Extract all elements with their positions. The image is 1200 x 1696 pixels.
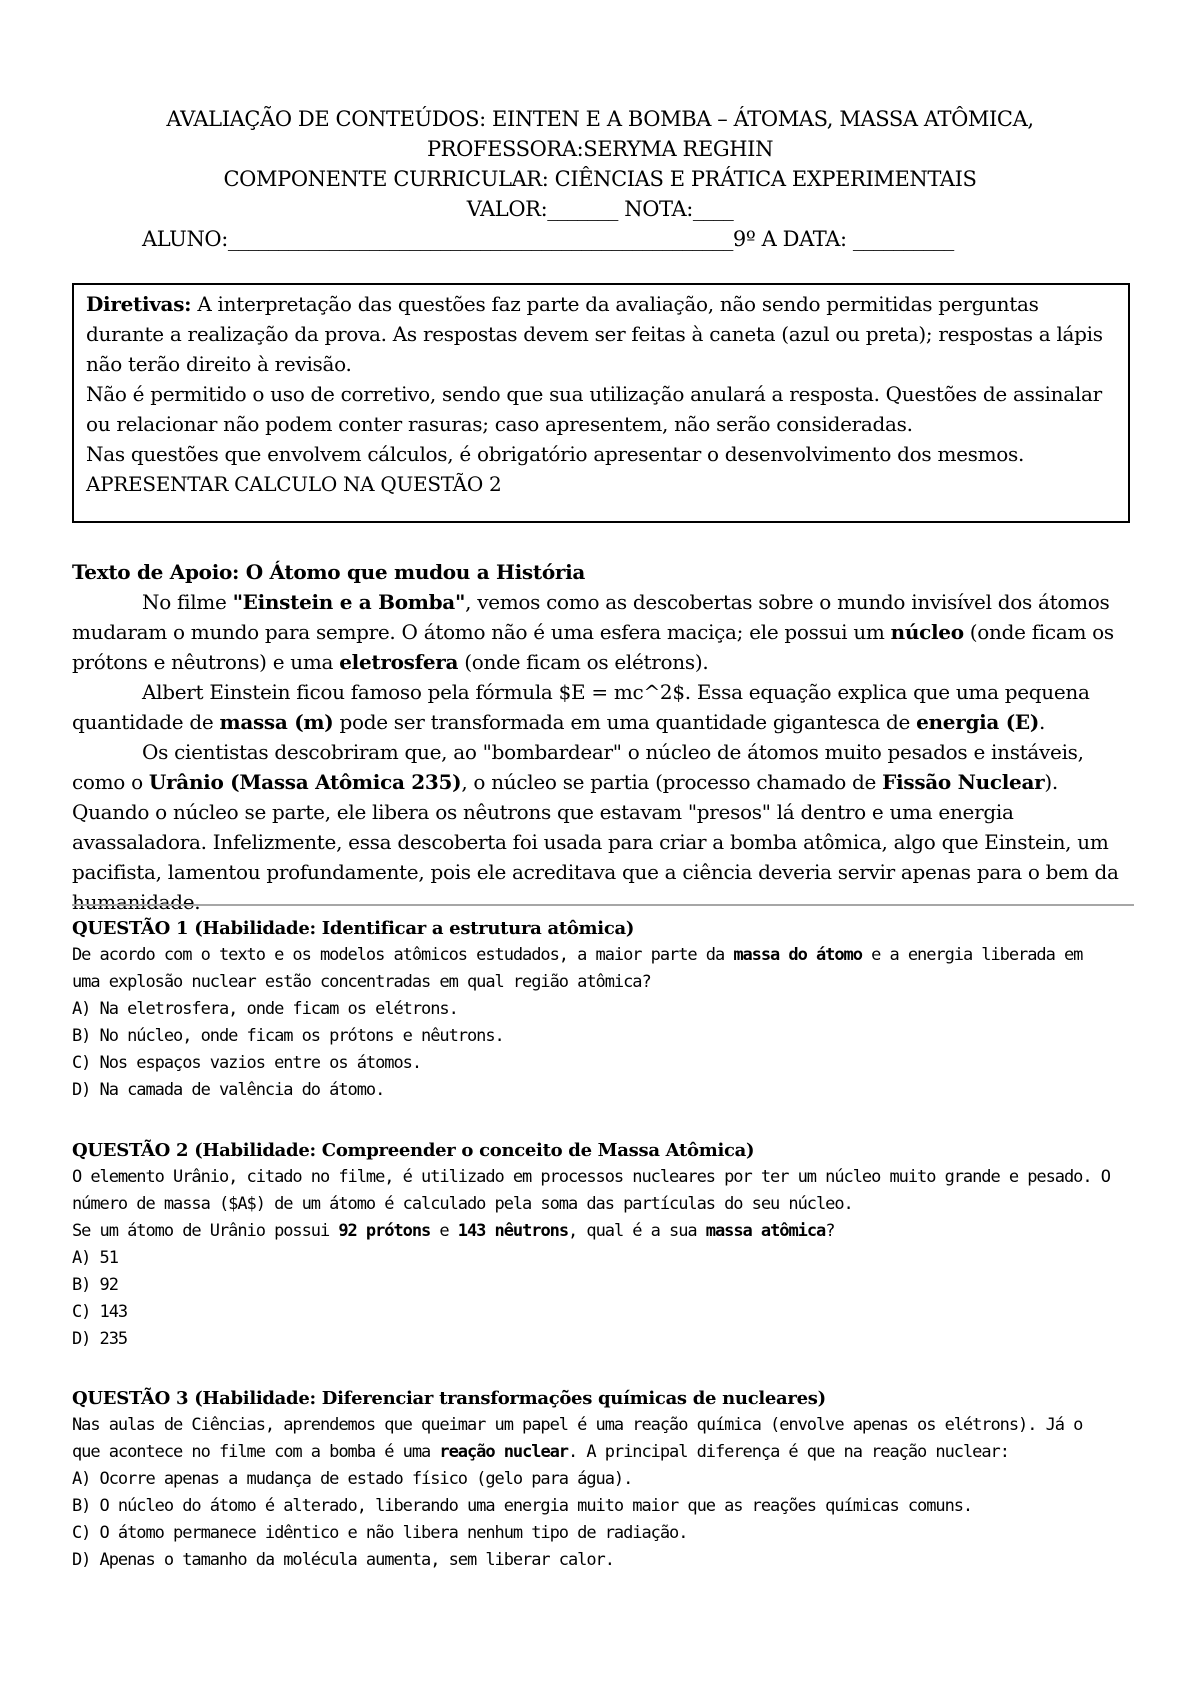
section-divider xyxy=(72,904,1134,906)
support-paragraph-1: No filme "Einstein e a Bomba", vemos como as descobertas sobre o mundo invisível dos átomos mudaram o mundo para sempre. O átomo não é uma esfera maciça; ele possui um núcleo (onde ficam os prótons e nêutrons) e uma eletrosfera (onde ficam os elétrons). xyxy=(72,590,1114,674)
question-2-title: QUESTÃO 2 (Habilidade: Compreender o conceito de Massa Atômica) xyxy=(72,1140,755,1161)
header-teacher: PROFESSORA:SERYMA REGHIN xyxy=(426,137,774,161)
question-1-text-2: uma explosão nuclear estão concentradas em qual região atômica? xyxy=(72,972,651,992)
question-2-text-2: número de massa ($A$) de um átomo é calculado pela soma das partículas do seu núcleo. xyxy=(72,1194,853,1214)
directives-paragraph-3: Nas questões que envolvem cálculos, é obrigatório apresentar o desenvolvimento dos mesmos. xyxy=(86,442,1025,466)
question-1-option-b: B) No núcleo, onde ficam os prótons e nêutrons. xyxy=(72,1026,504,1046)
question-1-option-d: D) Na camada de valência do átomo. xyxy=(72,1080,385,1100)
header-grade-line: VALOR:_______ NOTA:____ xyxy=(466,197,734,221)
header-component: COMPONENTE CURRICULAR: CIÊNCIAS E PRÁTICA EXPERIMENTAIS xyxy=(223,167,977,191)
question-2-text-3: Se um átomo de Urânio possui 92 prótons e 143 nêutrons, qual é a sua massa atômica? xyxy=(72,1221,835,1241)
directives-paragraph-2: Não é permitido o uso de corretivo, sendo que sua utilização anulará a resposta. Questões de assinalar ou relacionar não podem conter rasuras; caso apresentem, não serão consideradas. xyxy=(86,382,1102,436)
question-2-text-1: O elemento Urânio, citado no filme, é utilizado em processos nucleares por ter um núcleo muito grande e pesado. O xyxy=(72,1167,1110,1187)
support-text xyxy=(72,557,1134,917)
exam-header xyxy=(130,104,1070,254)
directives-paragraph-4: APRESENTAR CALCULO NA QUESTÃO 2 xyxy=(86,472,502,496)
question-1-text: De acordo com o texto e os modelos atômicos estudados, a maior parte da massa do átomo e a energia liberada em xyxy=(72,945,1083,965)
question-3-option-c: C) O átomo permanece idêntico e não libera nenhum tipo de radiação. xyxy=(72,1523,688,1543)
question-2-option-c: C) 143 xyxy=(72,1302,128,1322)
directives-label: Diretivas: xyxy=(86,292,192,316)
question-3-option-b: B) O núcleo do átomo é alterado, liberando uma energia muito maior que as reações químicas comuns. xyxy=(72,1496,973,1516)
question-3-option-a: A) Ocorre apenas a mudança de estado físico (gelo para água). xyxy=(72,1469,633,1489)
question-1-title: QUESTÃO 1 (Habilidade: Identificar a estrutura atômica) xyxy=(72,918,635,939)
header-title: AVALIAÇÃO DE CONTEÚDOS: EINTEN E A BOMBA – ÁTOMAS, MASSA ATÔMICA, xyxy=(166,107,1034,131)
directives-paragraph-1: Diretivas: A interpretação das questões faz parte da avaliação, não sendo permitidas perguntas durante a realização da prova. As respostas devem ser feitas à caneta (azul ou preta); respostas a lápis não terão direito à revisão. xyxy=(86,292,1103,376)
header-student-line: ALUNO:__________________________________________________9º A DATA: __________ xyxy=(142,227,954,251)
question-2 xyxy=(72,1137,1134,1353)
directives-box xyxy=(72,283,1130,523)
support-paragraph-3: Os cientistas descobriram que, ao "bombardear" o núcleo de átomos muito pesados e instáveis, como o Urânio (Massa Atômica 235), o núcleo se partia (processo chamado de Fissão Nuclear). Quando o núcleo se parte, ele libera os nêutrons que estavam "presos" lá dentro e uma energia avassaladora. Infelizmente, essa descoberta foi usada para criar a bomba atômica, algo que Einstein, um pacifista, lamentou profundamente, pois ele acreditava que a ciência deveria servir apenas para o bem da humanidade. xyxy=(72,740,1119,914)
support-title: Texto de Apoio: O Átomo que mudou a História xyxy=(72,560,586,584)
support-paragraph-2: Albert Einstein ficou famoso pela fórmula $E = mc^2$. Essa equação explica que uma pequena quantidade de massa (m) pode ser transformada em uma quantidade gigantesca de energia (E). xyxy=(72,680,1090,734)
question-3-text-2: que acontece no filme com a bomba é uma reação nuclear. A principal diferença é que na reação nuclear: xyxy=(72,1442,1009,1462)
question-1-option-c: C) Nos espaços vazios entre os átomos. xyxy=(72,1053,422,1073)
question-2-option-b: B) 92 xyxy=(72,1275,118,1295)
question-3 xyxy=(72,1385,1134,1574)
question-3-option-d: D) Apenas o tamanho da molécula aumenta, sem liberar calor. xyxy=(72,1550,614,1570)
question-1 xyxy=(72,915,1134,1104)
question-1-option-a: A) Na eletrosfera, onde ficam os elétrons. xyxy=(72,999,458,1019)
question-2-option-a: A) 51 xyxy=(72,1248,118,1268)
question-2-option-d: D) 235 xyxy=(72,1329,128,1349)
question-3-text-1: Nas aulas de Ciências, aprendemos que queimar um papel é uma reação química (envolve apenas os elétrons). Já o xyxy=(72,1415,1083,1435)
question-3-title: QUESTÃO 3 (Habilidade: Diferenciar transformações químicas de nucleares) xyxy=(72,1388,826,1409)
